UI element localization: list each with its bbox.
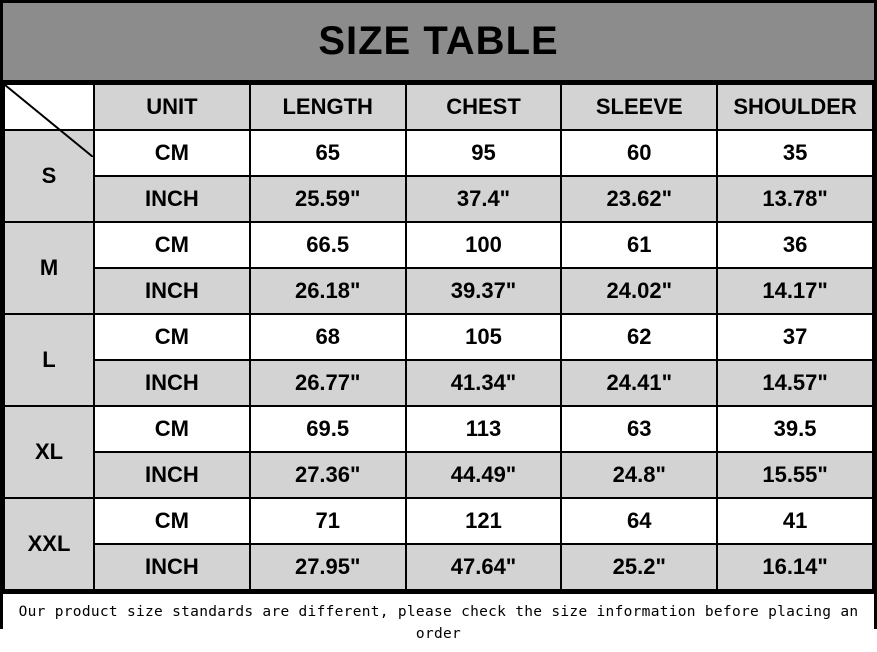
length-cell: 66.5	[250, 222, 406, 268]
table-body	[4, 130, 873, 590]
table-row	[4, 544, 873, 590]
sleeve-cell: 60	[561, 130, 717, 176]
footer-note: Our product size standards are different, please check the size information before placing an order	[3, 591, 874, 652]
shoulder-cell: 13.78"	[717, 176, 873, 222]
unit-cell: CM	[94, 314, 250, 360]
size-label-l: L	[4, 314, 94, 406]
chest-cell: 41.34"	[406, 360, 562, 406]
shoulder-cell: 39.5	[717, 406, 873, 452]
size-label-xl: XL	[4, 406, 94, 498]
size-label-xxl: XXL	[4, 498, 94, 590]
diagonal-line-icon	[5, 85, 93, 157]
table-row	[4, 130, 873, 176]
size-chart-table	[3, 83, 874, 591]
chest-cell: 95	[406, 130, 562, 176]
length-cell: 68	[250, 314, 406, 360]
chest-cell: 113	[406, 406, 562, 452]
table-row	[4, 498, 873, 544]
chest-cell: 44.49"	[406, 452, 562, 498]
sleeve-cell: 63	[561, 406, 717, 452]
length-cell: 27.36"	[250, 452, 406, 498]
shoulder-cell: 37	[717, 314, 873, 360]
chest-cell: 100	[406, 222, 562, 268]
unit-cell: CM	[94, 130, 250, 176]
sleeve-cell: 24.41"	[561, 360, 717, 406]
column-header-chest: CHEST	[406, 84, 562, 130]
unit-cell: INCH	[94, 268, 250, 314]
shoulder-cell: 15.55"	[717, 452, 873, 498]
sleeve-cell: 62	[561, 314, 717, 360]
shoulder-cell: 36	[717, 222, 873, 268]
length-cell: 26.77"	[250, 360, 406, 406]
unit-cell: CM	[94, 406, 250, 452]
page-title: SIZE TABLE	[318, 19, 559, 63]
table-row	[4, 360, 873, 406]
sleeve-cell: 24.8"	[561, 452, 717, 498]
column-header-length: LENGTH	[250, 84, 406, 130]
shoulder-cell: 14.57"	[717, 360, 873, 406]
sleeve-cell: 24.02"	[561, 268, 717, 314]
chest-cell: 121	[406, 498, 562, 544]
table-row	[4, 176, 873, 222]
table-header	[4, 84, 873, 130]
length-cell: 27.95"	[250, 544, 406, 590]
length-cell: 26.18"	[250, 268, 406, 314]
table-row	[4, 314, 873, 360]
length-cell: 69.5	[250, 406, 406, 452]
chest-cell: 105	[406, 314, 562, 360]
table-row	[4, 222, 873, 268]
size-label-s: S	[4, 130, 94, 222]
sleeve-cell: 61	[561, 222, 717, 268]
shoulder-cell: 16.14"	[717, 544, 873, 590]
unit-cell: INCH	[94, 360, 250, 406]
column-header-shoulder: SHOULDER	[717, 84, 873, 130]
shoulder-cell: 14.17"	[717, 268, 873, 314]
column-header-unit: UNIT	[94, 84, 250, 130]
table-row	[4, 452, 873, 498]
sleeve-cell: 23.62"	[561, 176, 717, 222]
chest-cell: 37.4"	[406, 176, 562, 222]
sleeve-cell: 25.2"	[561, 544, 717, 590]
length-cell: 71	[250, 498, 406, 544]
shoulder-cell: 41	[717, 498, 873, 544]
sleeve-cell: 64	[561, 498, 717, 544]
table-row	[4, 268, 873, 314]
unit-cell: CM	[94, 222, 250, 268]
unit-cell: INCH	[94, 544, 250, 590]
column-header-sleeve: SLEEVE	[561, 84, 717, 130]
corner-cell	[4, 84, 94, 130]
length-cell: 65	[250, 130, 406, 176]
unit-cell: INCH	[94, 176, 250, 222]
size-label-m: M	[4, 222, 94, 314]
length-cell: 25.59"	[250, 176, 406, 222]
shoulder-cell: 35	[717, 130, 873, 176]
table-header-row	[4, 84, 873, 130]
title-bar	[3, 3, 874, 83]
chest-cell: 39.37"	[406, 268, 562, 314]
table-row	[4, 406, 873, 452]
unit-cell: CM	[94, 498, 250, 544]
unit-cell: INCH	[94, 452, 250, 498]
chest-cell: 47.64"	[406, 544, 562, 590]
